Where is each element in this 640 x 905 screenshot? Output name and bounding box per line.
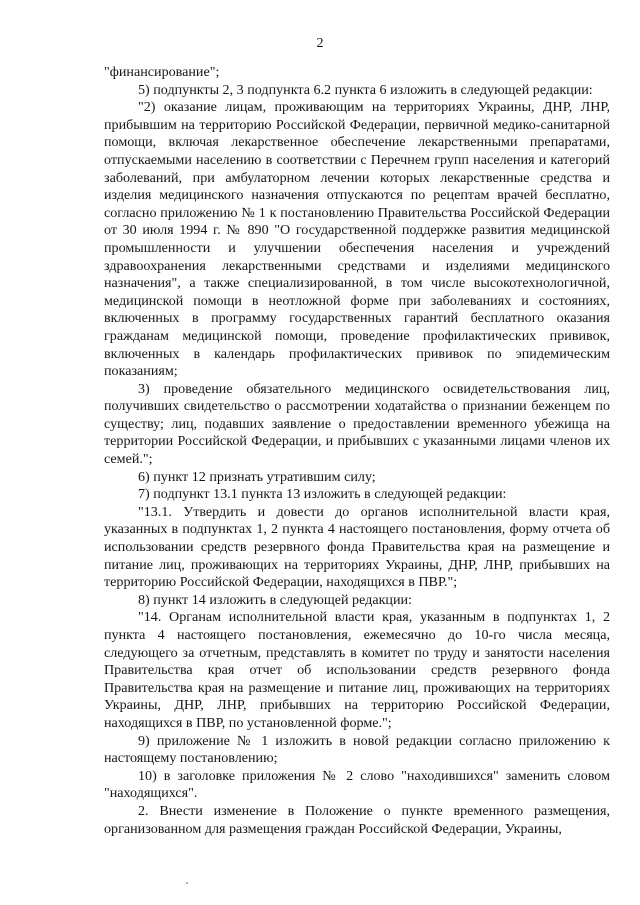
paragraph-item-10: 10) в заголовке приложения № 2 слово "находившихся" заменить словом "находящихся".: [104, 767, 610, 802]
paragraph-item-9: 9) приложение № 1 изложить в новой редакции согласно приложению к настоящему постановлению;: [104, 732, 610, 767]
paragraph-item-5: 5) подпункты 2, 3 подпункта 6.2 пункта 6 изложить в следующей редакции:: [138, 81, 593, 98]
paragraph-item-6: 6) пункт 12 признать утратившим силу;: [138, 468, 376, 485]
paragraph-section-2: 2. Внести изменение в Положение о пункте временного размещения, организованном для размещения граждан Российской Федерации, Украины,: [104, 802, 610, 837]
page-number: 2: [316, 36, 324, 51]
paragraph-item-7: 7) подпункт 13.1 пункта 13 изложить в следующей редакции:: [138, 486, 507, 503]
paragraph-item-8: 8) пункт 14 изложить в следующей редакции:: [138, 591, 412, 608]
paragraph-clause-13-1: "13.1. Утвердить и довести до органов исполнительной власти края, указанных в подпунктах 1, 2 пункта 4 настоящего постановления, форму отчета об использовании средств резервного фонда Правительства края на размещение и питание лиц, проживающих на территориях Украины, ДНР, ЛНР, прибывших на территорию Российской Федерации, находящихся в ПВР.";: [104, 503, 610, 591]
document-body: [104, 64, 610, 838]
paragraph-subitem-2: "2) оказание лицам, проживающим на территориях Украины, ДНР, ЛНР, прибывшим на территорию Российской Федерации, первичной медико-санитарной помощи, включая лекарственное обеспечение лекарственными препаратами, отпускаемыми населению в соответствии с Перечнем групп населения и категорий заболеваний, при амбулаторном лечении которых лекарственные средства и изделия медицинского назначения отпускаются по рецептам врачей бесплатно, согласно приложению № 1 к постановлению Правительства Российской Федерации от 30 июля 1994 г. № 890 "О государственной поддержке развития медицинской промышленности и улучшении обеспечения населения и учреждений здравоохранения лекарственными средствами и изделиями медицинского назначения", а также специализированной, в том числе высокотехнологичной, медицинской помощи в неотложной форме при заболеваниях и состояниях, включенных в программу государственных гарантий бесплатного оказания гражданам медицинской помощи, проведение профилактических прививок, включенных в календарь профилактических прививок по эпидемическим показаниям;: [104, 99, 610, 380]
scan-artifact-dot: [186, 882, 188, 884]
paragraph-subitem-3: 3) проведение обязательного медицинского освидетельствования лиц, получивших свидетельство о рассмотрении ходатайства о признании беженцем по существу; лиц, подавших заявление о предоставлении временного убежища на территории Российской Федерации, и прибывших с указанными лицами членов их семей.";: [104, 380, 610, 468]
paragraph-continuation: "финансирование";: [104, 64, 220, 80]
paragraph-clause-14: "14. Органам исполнительной власти края, указанным в подпунктах 1, 2 пункта 4 настоящего постановления, ежемесячно до 10-го числа месяца, следующего за отчетным, представлять в комитет по труду и занятости населения Правительства края отчет об использовании средств резервного фонда Правительства края на размещение и питание лиц, проживающих на территориях Украины, ДНР, ЛНР, прибывших на территорию Российской Федерации, находящихся в ПВР, по установленной форме.";: [104, 609, 610, 731]
